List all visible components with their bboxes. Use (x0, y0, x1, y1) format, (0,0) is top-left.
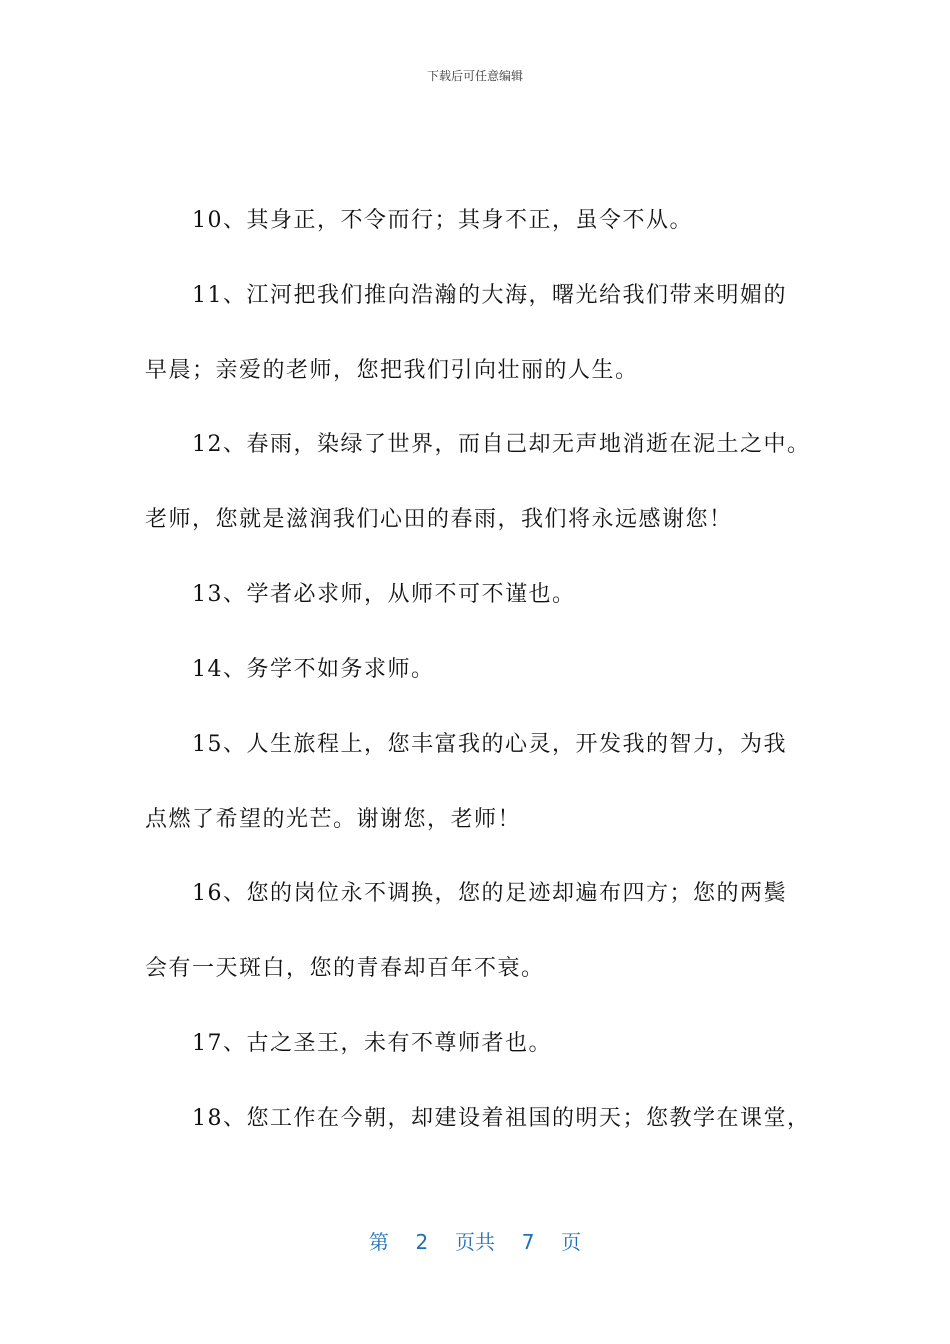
page-footer (0, 1226, 950, 1255)
current-page-number: 2 (415, 1230, 429, 1254)
footer-suffix: 页 (561, 1230, 582, 1254)
paragraph-line: 14、务学不如务求师。 (192, 657, 435, 682)
footer-prefix: 第 (368, 1230, 389, 1254)
paragraph-line: 17、古之圣王，未有不尊师者也。 (192, 1031, 552, 1056)
paragraph-line: 10、其身正，不令而行；其身不正，虽令不从。 (192, 208, 693, 233)
paragraph-line: 16、您的岗位永不调换，您的足迹却遍布四方；您的两鬓 (192, 881, 787, 906)
paragraph-line: 老师，您就是滋润我们心田的春雨，我们将永远感谢您！ (145, 507, 733, 532)
paragraph-line: 18、您工作在今朝，却建设着祖国的明天；您教学在课堂， (192, 1106, 811, 1131)
paragraph-line: 12、春雨，染绿了世界，而自己却无声地消逝在泥土之中。 (192, 432, 811, 457)
total-page-count: 7 (521, 1230, 535, 1254)
paragraph-line: 13、学者必求师，从师不可不谨也。 (192, 582, 576, 607)
paragraph-line: 15、人生旅程上，您丰富我的心灵，开发我的智力，为我 (192, 732, 787, 757)
header-note: 下载后可任意编辑 (426, 69, 523, 83)
paragraph-line: 会有一天斑白，您的青春却百年不衰。 (145, 956, 545, 981)
paragraph-line: 点燃了希望的光芒。谢谢您，老师！ (145, 807, 522, 832)
paragraph-line: 早晨；亲爱的老师，您把我们引向壮丽的人生。 (145, 358, 639, 383)
paragraph-line: 11、江河把我们推向浩瀚的大海，曙光给我们带来明媚的 (192, 283, 787, 308)
footer-middle: 页共 (455, 1230, 495, 1254)
